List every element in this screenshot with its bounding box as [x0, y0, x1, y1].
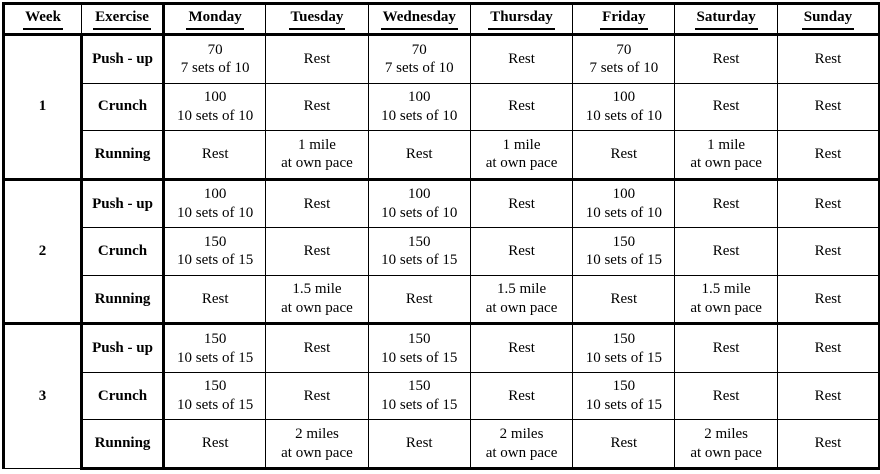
schedule-cell: 2 miles at own pace — [470, 420, 572, 469]
schedule-cell: 70 7 sets of 10 — [164, 35, 266, 84]
exercise-label: Push - up — [82, 324, 164, 373]
table-row — [4, 372, 880, 419]
schedule-cell: 1.5 mile at own pace — [675, 275, 777, 324]
schedule-cell: Rest — [777, 228, 879, 275]
schedule-cell: Rest — [266, 179, 368, 228]
table-row — [4, 228, 880, 275]
schedule-cell: 1.5 mile at own pace — [266, 275, 368, 324]
column-header-thursday: Thursday — [470, 4, 572, 35]
schedule-cell: 150 10 sets of 15 — [368, 324, 470, 373]
column-header-monday: Monday — [164, 4, 266, 35]
column-header-tuesday: Tuesday — [266, 4, 368, 35]
exercise-label: Crunch — [82, 83, 164, 130]
exercise-label: Crunch — [82, 228, 164, 275]
table-row — [4, 324, 880, 373]
schedule-cell: 100 10 sets of 10 — [573, 179, 675, 228]
exercise-label: Push - up — [82, 35, 164, 84]
schedule-cell: Rest — [675, 83, 777, 130]
schedule-cell: Rest — [266, 372, 368, 419]
table-row — [4, 35, 880, 84]
schedule-cell: 1 mile at own pace — [675, 131, 777, 180]
schedule-cell: 100 10 sets of 10 — [164, 179, 266, 228]
exercise-label: Running — [82, 275, 164, 324]
schedule-cell: Rest — [266, 228, 368, 275]
schedule-cell: 2 miles at own pace — [675, 420, 777, 469]
schedule-cell: Rest — [266, 83, 368, 130]
schedule-cell: Rest — [368, 275, 470, 324]
schedule-cell: Rest — [266, 324, 368, 373]
schedule-cell: Rest — [675, 35, 777, 84]
schedule-cell: Rest — [777, 179, 879, 228]
schedule-cell: 100 10 sets of 10 — [573, 83, 675, 130]
schedule-cell: Rest — [368, 131, 470, 180]
exercise-label: Running — [82, 131, 164, 180]
week-label: 2 — [4, 179, 82, 324]
schedule-cell: Rest — [573, 420, 675, 469]
table-row — [4, 131, 880, 180]
column-header-week: Week — [4, 4, 82, 35]
exercise-label: Running — [82, 420, 164, 469]
schedule-cell: Rest — [777, 83, 879, 130]
schedule-cell: 1 mile at own pace — [266, 131, 368, 180]
schedule-cell: Rest — [675, 324, 777, 373]
schedule-cell: Rest — [470, 35, 572, 84]
schedule-cell: 100 10 sets of 10 — [368, 179, 470, 228]
schedule-cell: Rest — [777, 420, 879, 469]
schedule-cell: Rest — [777, 35, 879, 84]
workout-schedule-table — [2, 2, 880, 470]
column-header-saturday: Saturday — [675, 4, 777, 35]
schedule-cell: Rest — [164, 420, 266, 469]
schedule-cell: Rest — [368, 420, 470, 469]
column-header-exercise: Exercise — [82, 4, 164, 35]
column-header-friday: Friday — [573, 4, 675, 35]
schedule-cell: 150 10 sets of 15 — [164, 324, 266, 373]
table-row — [4, 179, 880, 228]
table-row — [4, 420, 880, 469]
column-header-sunday: Sunday — [777, 4, 879, 35]
schedule-cell: Rest — [470, 372, 572, 419]
header-row — [4, 4, 880, 35]
schedule-cell: 150 10 sets of 15 — [164, 372, 266, 419]
schedule-cell: Rest — [470, 179, 572, 228]
week-label: 1 — [4, 35, 82, 180]
schedule-cell: Rest — [164, 275, 266, 324]
table-row — [4, 83, 880, 130]
exercise-label: Push - up — [82, 179, 164, 228]
schedule-cell: 1.5 mile at own pace — [470, 275, 572, 324]
schedule-cell: Rest — [675, 179, 777, 228]
schedule-cell: 1 mile at own pace — [470, 131, 572, 180]
schedule-cell: Rest — [573, 275, 675, 324]
schedule-cell: Rest — [777, 324, 879, 373]
schedule-cell: 2 miles at own pace — [266, 420, 368, 469]
schedule-cell: 150 10 sets of 15 — [573, 324, 675, 373]
table-row — [4, 275, 880, 324]
schedule-cell: 70 7 sets of 10 — [573, 35, 675, 84]
column-header-wednesday: Wednesday — [368, 4, 470, 35]
table-header — [4, 4, 880, 35]
schedule-cell: Rest — [777, 275, 879, 324]
schedule-cell: 150 10 sets of 15 — [164, 228, 266, 275]
schedule-cell: 100 10 sets of 10 — [368, 83, 470, 130]
schedule-cell: 150 10 sets of 15 — [368, 228, 470, 275]
schedule-cell: Rest — [573, 131, 675, 180]
week-label: 3 — [4, 324, 82, 469]
schedule-cell: Rest — [675, 228, 777, 275]
schedule-cell: 150 10 sets of 15 — [573, 228, 675, 275]
schedule-cell: Rest — [470, 228, 572, 275]
schedule-cell: Rest — [777, 372, 879, 419]
schedule-cell: 150 10 sets of 15 — [573, 372, 675, 419]
schedule-cell: 70 7 sets of 10 — [368, 35, 470, 84]
schedule-cell: 150 10 sets of 15 — [368, 372, 470, 419]
schedule-cell: Rest — [777, 131, 879, 180]
exercise-label: Crunch — [82, 372, 164, 419]
schedule-cell: Rest — [470, 324, 572, 373]
schedule-cell: 100 10 sets of 10 — [164, 83, 266, 130]
schedule-cell: Rest — [164, 131, 266, 180]
schedule-cell: Rest — [470, 83, 572, 130]
schedule-cell: Rest — [266, 35, 368, 84]
schedule-cell: Rest — [675, 372, 777, 419]
table-body — [4, 35, 880, 469]
